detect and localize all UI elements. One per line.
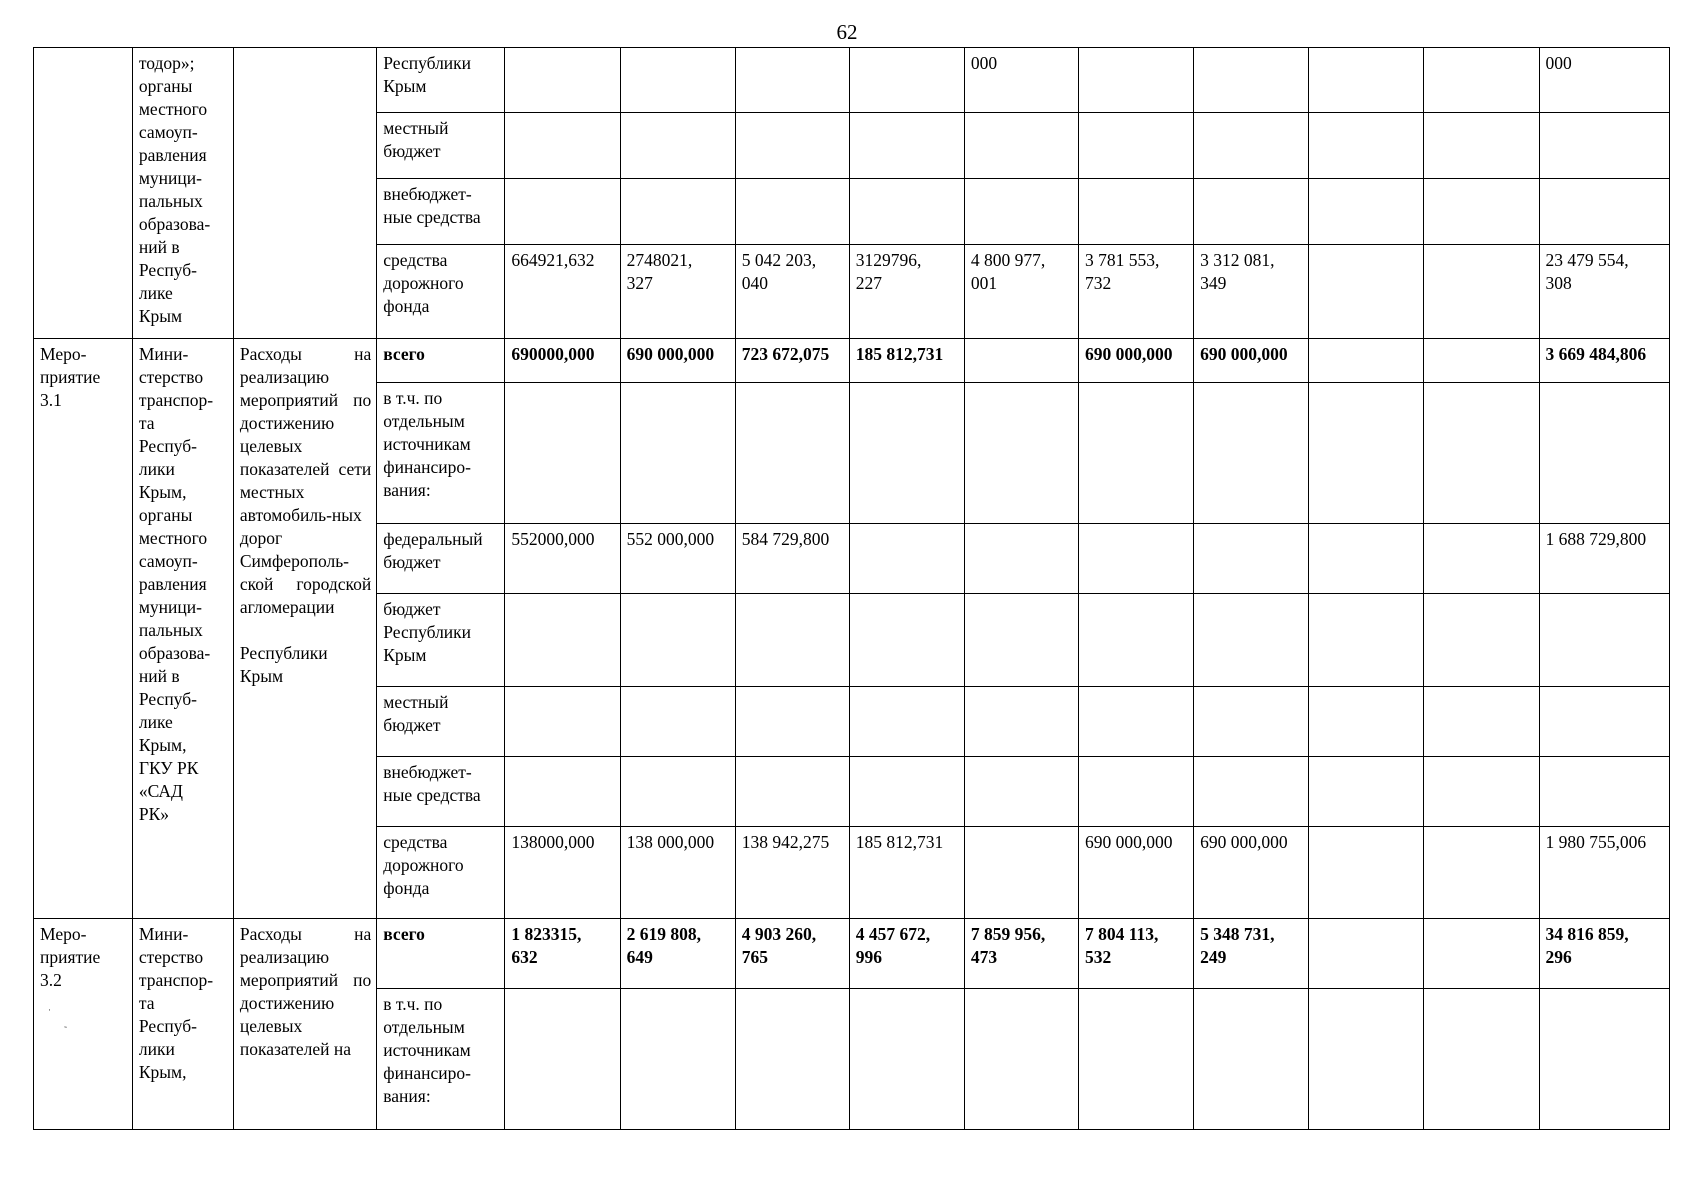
value-cell [1194, 112, 1309, 178]
value-cell [735, 756, 849, 826]
value-cell [1194, 178, 1309, 244]
value-cell [1078, 383, 1193, 524]
value-cell [1424, 686, 1539, 756]
value-cell [1309, 48, 1424, 113]
value-cell [620, 756, 735, 826]
executor-cell: Мини- стерство транспор- та Респуб- лики Крым, [132, 919, 233, 1130]
value-cell: 664921,632 [505, 244, 620, 338]
total-cell [1539, 686, 1669, 756]
value-cell [1424, 989, 1539, 1130]
value-cell [1078, 178, 1193, 244]
funding-source-cell: внебюджет- ные средства [377, 178, 505, 244]
value-cell [1194, 686, 1309, 756]
funding-source-cell: средства дорожного фонда [377, 826, 505, 919]
value-cell [505, 686, 620, 756]
total-cell: 23 479 554, 308 [1539, 244, 1669, 338]
value-cell: 3129796, 227 [849, 244, 964, 338]
value-cell [1309, 686, 1424, 756]
funding-source-cell: в т.ч. по отдельным источникам финансиро- вания: [377, 989, 505, 1130]
value-cell [964, 686, 1078, 756]
value-cell [735, 383, 849, 524]
value-cell [1424, 919, 1539, 989]
value-cell [505, 594, 620, 687]
funding-source-cell: средства дорожного фонда [377, 244, 505, 338]
table-row [34, 339, 1670, 383]
value-cell [964, 524, 1078, 594]
value-cell [1424, 178, 1539, 244]
value-cell: 552000,000 [505, 524, 620, 594]
value-cell [735, 112, 849, 178]
value-cell [849, 48, 964, 113]
value-cell [735, 989, 849, 1130]
funding-source-cell: всего [377, 339, 505, 383]
measure-name-cell [34, 48, 133, 339]
value-cell [1424, 524, 1539, 594]
value-cell: 4 457 672, 996 [849, 919, 964, 989]
value-cell [735, 178, 849, 244]
funding-source-cell: местный бюджет [377, 112, 505, 178]
value-cell: 138 000,000 [620, 826, 735, 919]
funding-source-cell: всего [377, 919, 505, 989]
funding-source-cell: внебюджет- ные средства [377, 756, 505, 826]
value-cell [1309, 244, 1424, 338]
value-cell [620, 383, 735, 524]
value-cell [1424, 756, 1539, 826]
value-cell: 138 942,275 [735, 826, 849, 919]
value-cell: 584 729,800 [735, 524, 849, 594]
value-cell [735, 686, 849, 756]
funding-source-cell: бюджет Республики Крым [377, 594, 505, 687]
value-cell [1424, 112, 1539, 178]
value-cell [1309, 339, 1424, 383]
value-cell: 7 859 956, 473 [964, 919, 1078, 989]
value-cell: 690 000,000 [1194, 826, 1309, 919]
value-cell [1194, 756, 1309, 826]
value-cell [849, 383, 964, 524]
value-cell [1078, 756, 1193, 826]
value-cell [1078, 524, 1193, 594]
value-cell: 138000,000 [505, 826, 620, 919]
value-cell: 690000,000 [505, 339, 620, 383]
value-cell [1078, 594, 1193, 687]
executor-cell: тодор»; органы местного самоуп- равления муници- пальных образова- ний в Респуб- лике Крым [132, 48, 233, 339]
value-cell [620, 112, 735, 178]
funding-source-cell: Республики Крым [377, 48, 505, 113]
value-cell: 723 672,075 [735, 339, 849, 383]
value-cell [964, 112, 1078, 178]
description-cell: Расходы на реализацию мероприятий по достижению целевых показателей на [233, 919, 376, 1130]
value-cell [849, 686, 964, 756]
value-cell [505, 112, 620, 178]
value-cell [1078, 989, 1193, 1130]
value-cell [849, 112, 964, 178]
value-cell: 690 000,000 [1078, 826, 1193, 919]
value-cell [1309, 383, 1424, 524]
value-cell [964, 383, 1078, 524]
value-cell [620, 178, 735, 244]
value-cell [849, 756, 964, 826]
value-cell: 2748021, 327 [620, 244, 735, 338]
total-cell: 3 669 484,806 [1539, 339, 1669, 383]
value-cell [505, 178, 620, 244]
value-cell: 690 000,000 [1194, 339, 1309, 383]
value-cell [964, 826, 1078, 919]
value-cell [1424, 339, 1539, 383]
value-cell [1424, 594, 1539, 687]
value-cell [964, 178, 1078, 244]
budget-table-body [34, 48, 1670, 1130]
measure-name: Меро- приятие 3.2 [40, 924, 101, 991]
table-row [34, 48, 1670, 113]
value-cell [1309, 524, 1424, 594]
value-cell [1309, 756, 1424, 826]
value-cell: 185 812,731 [849, 339, 964, 383]
total-cell [1539, 594, 1669, 687]
value-cell [1309, 919, 1424, 989]
total-cell [1539, 383, 1669, 524]
value-cell: 4 903 260, 765 [735, 919, 849, 989]
value-cell: 4 800 977, 001 [964, 244, 1078, 338]
value-cell [1194, 524, 1309, 594]
value-cell: 5 348 731, 249 [1194, 919, 1309, 989]
value-cell [735, 48, 849, 113]
funding-source-cell: в т.ч. по отдельным источникам финансиро- вания: [377, 383, 505, 524]
page-number: 62 [836, 20, 858, 44]
total-cell: 34 816 859, 296 [1539, 919, 1669, 989]
value-cell [505, 48, 620, 113]
value-cell [620, 989, 735, 1130]
value-cell [505, 989, 620, 1130]
value-cell [849, 524, 964, 594]
value-cell [1309, 178, 1424, 244]
value-cell [1309, 112, 1424, 178]
total-cell [1539, 989, 1669, 1130]
value-cell [1194, 48, 1309, 113]
value-cell: 690 000,000 [1078, 339, 1193, 383]
value-cell [735, 594, 849, 687]
value-cell [1078, 112, 1193, 178]
value-cell [849, 178, 964, 244]
value-cell [1309, 594, 1424, 687]
value-cell [964, 339, 1078, 383]
budget-table [33, 47, 1670, 1130]
value-cell [849, 989, 964, 1130]
value-cell [849, 594, 964, 687]
value-cell [505, 756, 620, 826]
value-cell [1194, 383, 1309, 524]
measure-name-cell: Меро- приятие 3.2 · ˜ [34, 919, 133, 1130]
table-row [34, 919, 1670, 989]
value-cell: 7 804 113, 532 [1078, 919, 1193, 989]
value-cell [1309, 826, 1424, 919]
value-cell: 185 812,731 [849, 826, 964, 919]
value-cell [964, 989, 1078, 1130]
value-cell [964, 756, 1078, 826]
value-cell [1424, 826, 1539, 919]
description-cell [233, 48, 376, 339]
value-cell: 690 000,000 [620, 339, 735, 383]
value-cell [1424, 383, 1539, 524]
total-cell: 1 688 729,800 [1539, 524, 1669, 594]
measure-description-tail: Республики Крым [239, 643, 328, 687]
value-cell: 3 312 081, 349 [1194, 244, 1309, 338]
value-cell [1424, 48, 1539, 113]
value-cell: 3 781 553, 732 [1078, 244, 1193, 338]
total-cell: 000 [1539, 48, 1669, 113]
value-cell [1194, 989, 1309, 1130]
value-cell [620, 48, 735, 113]
total-cell [1539, 178, 1669, 244]
funding-source-cell: местный бюджет [377, 686, 505, 756]
value-cell: 552 000,000 [620, 524, 735, 594]
total-cell: 1 980 755,006 [1539, 826, 1669, 919]
value-cell [1194, 594, 1309, 687]
value-cell: 000 [964, 48, 1078, 113]
value-cell [964, 594, 1078, 687]
value-cell [1424, 244, 1539, 338]
total-cell [1539, 756, 1669, 826]
value-cell [1309, 989, 1424, 1130]
measure-name-cell: Меро- приятие 3.1 [34, 339, 133, 919]
value-cell: 5 042 203, 040 [735, 244, 849, 338]
executor-cell: Мини- стерство транспор- та Респуб- лики Крым, органы местного самоуп- равления муници- пальных образова- ний в Респуб- лике Крым, ГКУ РК «САД РК» [132, 339, 233, 919]
total-cell [1539, 112, 1669, 178]
value-cell: 2 619 808, 649 [620, 919, 735, 989]
value-cell [505, 383, 620, 524]
funding-source-cell: федеральный бюджет [377, 524, 505, 594]
description-cell [233, 339, 376, 919]
value-cell: 1 823315, 632 [505, 919, 620, 989]
value-cell [1078, 686, 1193, 756]
value-cell [1078, 48, 1193, 113]
value-cell [620, 686, 735, 756]
measure-description: Расходы на реализацию мероприятий по достижению целевых показателей сети местных автомобиль-ных дорог Симферополь-ской городской агломерации [239, 344, 372, 618]
value-cell [620, 594, 735, 687]
